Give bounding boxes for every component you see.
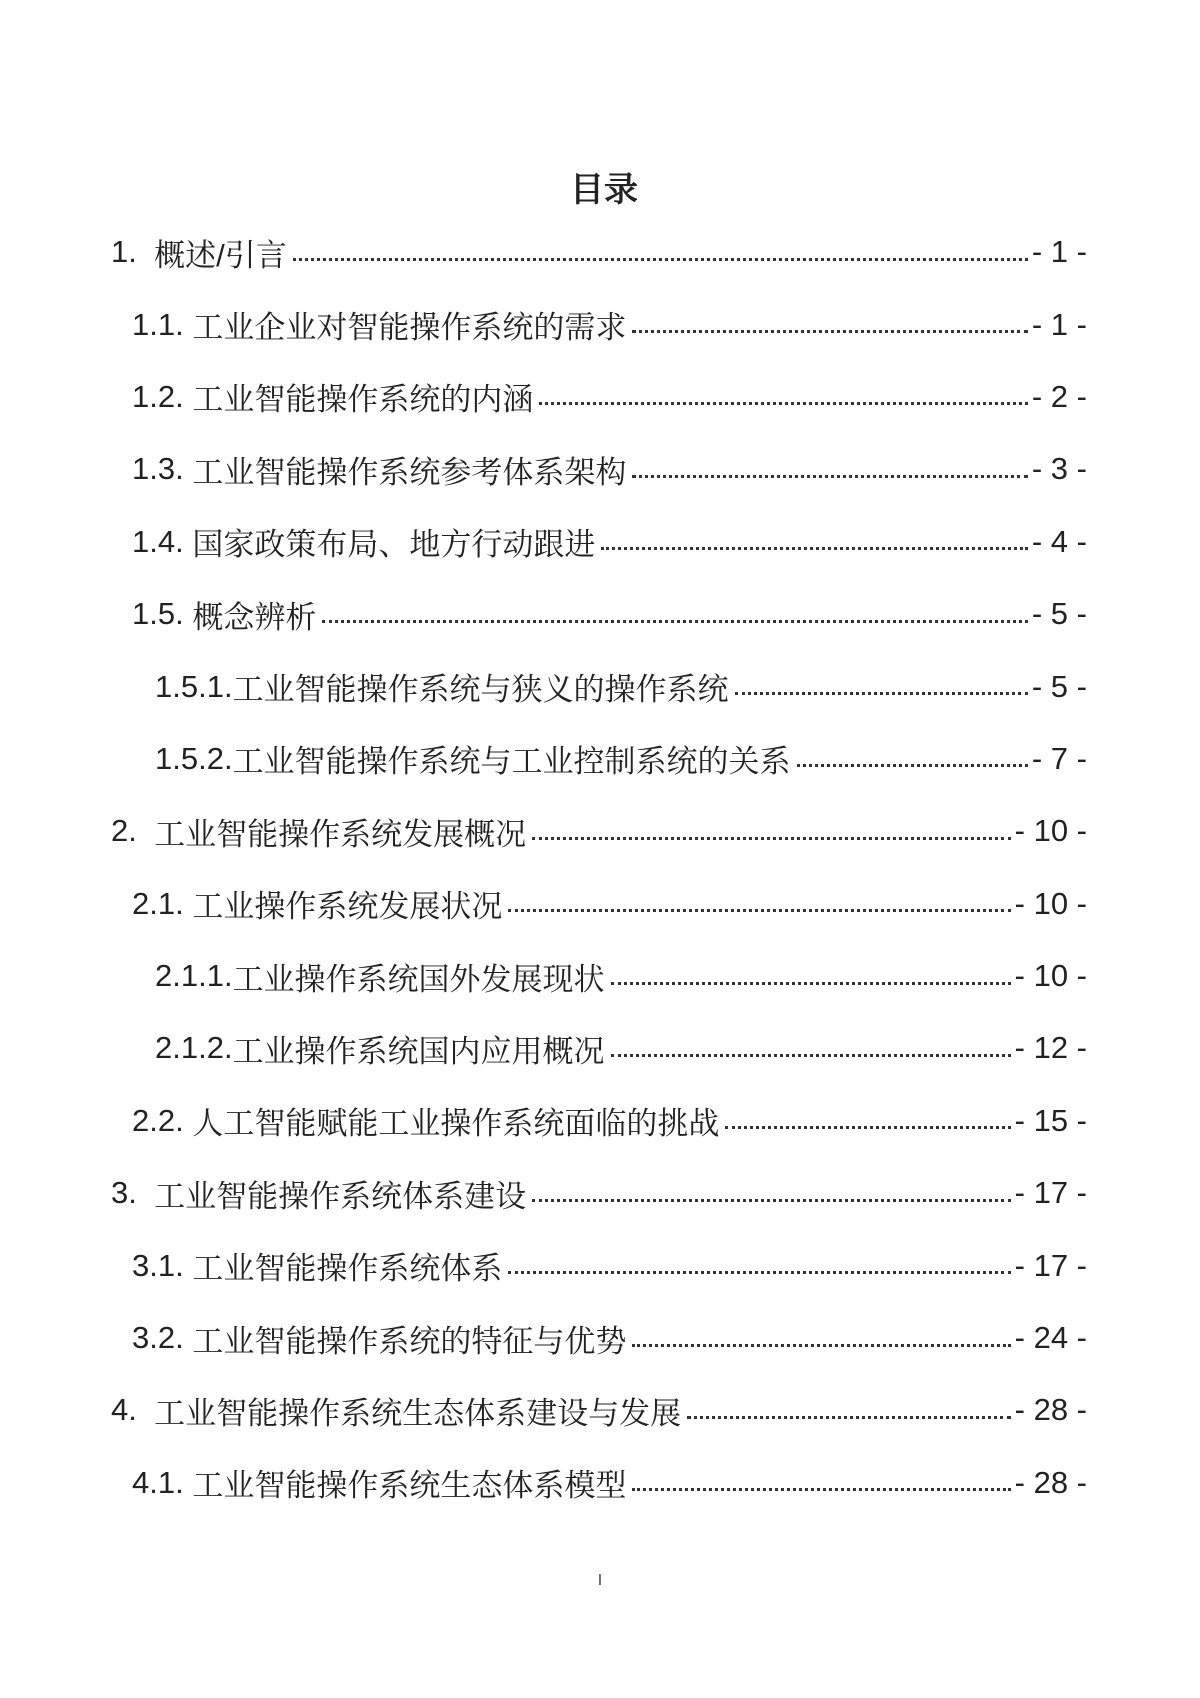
toc-entry[interactable] xyxy=(0,1374,1200,1446)
toc-entry-label: 工业智能操作系统的内涵 xyxy=(192,382,534,418)
toc-entry-label: 工业操作系统国外发展现状 xyxy=(232,961,605,997)
toc-entry-page: - 3 - xyxy=(1031,451,1087,487)
toc-entry-number: 3. xyxy=(111,1175,155,1211)
toc-entry-page: - 28 - xyxy=(1014,1464,1087,1500)
toc-entry-label: 工业智能操作系统体系建设 xyxy=(154,1178,527,1214)
toc-entry-label: 工业智能操作系统体系 xyxy=(192,1251,503,1287)
toc-entry-page: - 17 - xyxy=(1014,1247,1087,1283)
toc-entry[interactable] xyxy=(0,1157,1200,1229)
dot-leader xyxy=(611,1054,1011,1057)
toc-entry-number: 1.5. xyxy=(132,596,193,632)
toc-entry[interactable] xyxy=(0,216,1200,288)
toc-entry[interactable] xyxy=(0,1085,1200,1157)
toc-entry-page: - 10 - xyxy=(1014,885,1087,921)
toc-entry-page: - 4 - xyxy=(1031,523,1087,559)
toc-entry-number: 1.4. xyxy=(132,523,193,559)
toc-entry[interactable] xyxy=(0,650,1200,722)
toc-entry-number: 4. xyxy=(111,1392,155,1428)
toc-entry-page: - 10 - xyxy=(1014,813,1087,849)
toc-entry-label: 工业智能操作系统生态体系建设与发展 xyxy=(154,1395,682,1431)
toc-entry[interactable] xyxy=(0,1012,1200,1084)
dot-leader xyxy=(532,1199,1011,1202)
toc-title: 目录 xyxy=(570,171,638,209)
toc-entry-number: 1.1. xyxy=(132,306,193,342)
toc-entry[interactable] xyxy=(0,506,1200,578)
toc-entry-number: 2. xyxy=(111,813,155,849)
toc-entry-label: 国家政策布局、地方行动跟进 xyxy=(192,527,596,563)
toc-entry-number: 1.2. xyxy=(132,378,193,414)
dot-leader xyxy=(601,547,1028,550)
dot-leader xyxy=(322,620,1028,623)
dot-leader xyxy=(532,837,1011,840)
toc-entry-page: - 5 - xyxy=(1031,668,1087,704)
toc-entry-number: 2.1.2. xyxy=(155,1030,233,1066)
toc-entry-number: 3.1. xyxy=(132,1247,193,1283)
toc-entry-label: 人工智能赋能工业操作系统面临的挑战 xyxy=(192,1106,720,1142)
toc-entry-page: - 2 - xyxy=(1031,378,1087,414)
toc-entry-number: 3.2. xyxy=(132,1320,193,1356)
toc-entry[interactable] xyxy=(0,288,1200,360)
toc-entry[interactable] xyxy=(0,433,1200,505)
toc-entry-label: 概念辨析 xyxy=(192,599,317,635)
dot-leader xyxy=(735,692,1028,695)
dot-leader xyxy=(508,1271,1010,1274)
toc-entry[interactable] xyxy=(0,868,1200,940)
toc-entry-number: 2.2. xyxy=(132,1102,193,1138)
toc-entry-page: - 24 - xyxy=(1014,1320,1087,1356)
toc-entry-label: 概述/引言 xyxy=(154,237,287,273)
page-number-footer: I xyxy=(597,1572,603,1589)
toc-entry-label: 工业操作系统国内应用概况 xyxy=(232,1033,605,1069)
toc-entry[interactable] xyxy=(0,578,1200,650)
toc-entry-page: - 7 - xyxy=(1031,740,1087,776)
dot-leader xyxy=(632,1344,1010,1347)
toc-entry[interactable] xyxy=(0,940,1200,1012)
dot-leader xyxy=(632,475,1028,478)
toc-entry-number: 1. xyxy=(111,234,155,270)
dot-leader xyxy=(797,764,1028,767)
toc-entry-number: 1.5.1. xyxy=(155,668,233,704)
table-of-contents xyxy=(0,216,1200,1519)
toc-entry[interactable] xyxy=(0,1302,1200,1374)
toc-entry-label: 工业智能操作系统与狭义的操作系统 xyxy=(232,672,729,708)
toc-entry-label: 工业智能操作系统的特征与优势 xyxy=(192,1323,627,1359)
toc-entry-number: 4.1. xyxy=(132,1464,193,1500)
dot-leader xyxy=(611,982,1011,985)
dot-leader xyxy=(632,1488,1010,1491)
toc-entry-page: - 1 - xyxy=(1031,306,1087,342)
toc-entry-page: - 17 - xyxy=(1014,1175,1087,1211)
toc-entry-label: 工业智能操作系统与工业控制系统的关系 xyxy=(232,744,791,780)
toc-entry-number: 2.1. xyxy=(132,885,193,921)
dot-leader xyxy=(687,1416,1011,1419)
toc-entry-page: - 5 - xyxy=(1031,596,1087,632)
toc-entry-label: 工业操作系统发展状况 xyxy=(192,889,503,925)
toc-entry-page: - 12 - xyxy=(1014,1030,1087,1066)
toc-entry-page: - 15 - xyxy=(1014,1102,1087,1138)
dot-leader xyxy=(293,258,1028,261)
toc-entry[interactable] xyxy=(0,1229,1200,1301)
toc-entry-number: 2.1.1. xyxy=(155,958,233,994)
toc-entry-page: - 1 - xyxy=(1031,234,1087,270)
dot-leader xyxy=(539,402,1028,405)
toc-entry-page: - 10 - xyxy=(1014,958,1087,994)
dot-leader xyxy=(632,330,1028,333)
toc-entry-page: - 28 - xyxy=(1014,1392,1087,1428)
toc-entry-label: 工业智能操作系统发展概况 xyxy=(154,816,527,852)
toc-entry-label: 工业智能操作系统生态体系模型 xyxy=(192,1468,627,1504)
toc-entry-label: 工业智能操作系统参考体系架构 xyxy=(192,454,627,490)
dot-leader xyxy=(508,909,1010,912)
toc-entry[interactable] xyxy=(0,361,1200,433)
toc-entry-number: 1.5.2. xyxy=(155,740,233,776)
toc-entry[interactable] xyxy=(0,723,1200,795)
toc-entry[interactable] xyxy=(0,1447,1200,1519)
dot-leader xyxy=(725,1126,1010,1129)
toc-entry-number: 1.3. xyxy=(132,451,193,487)
toc-entry[interactable] xyxy=(0,795,1200,867)
toc-entry-label: 工业企业对智能操作系统的需求 xyxy=(192,310,627,346)
